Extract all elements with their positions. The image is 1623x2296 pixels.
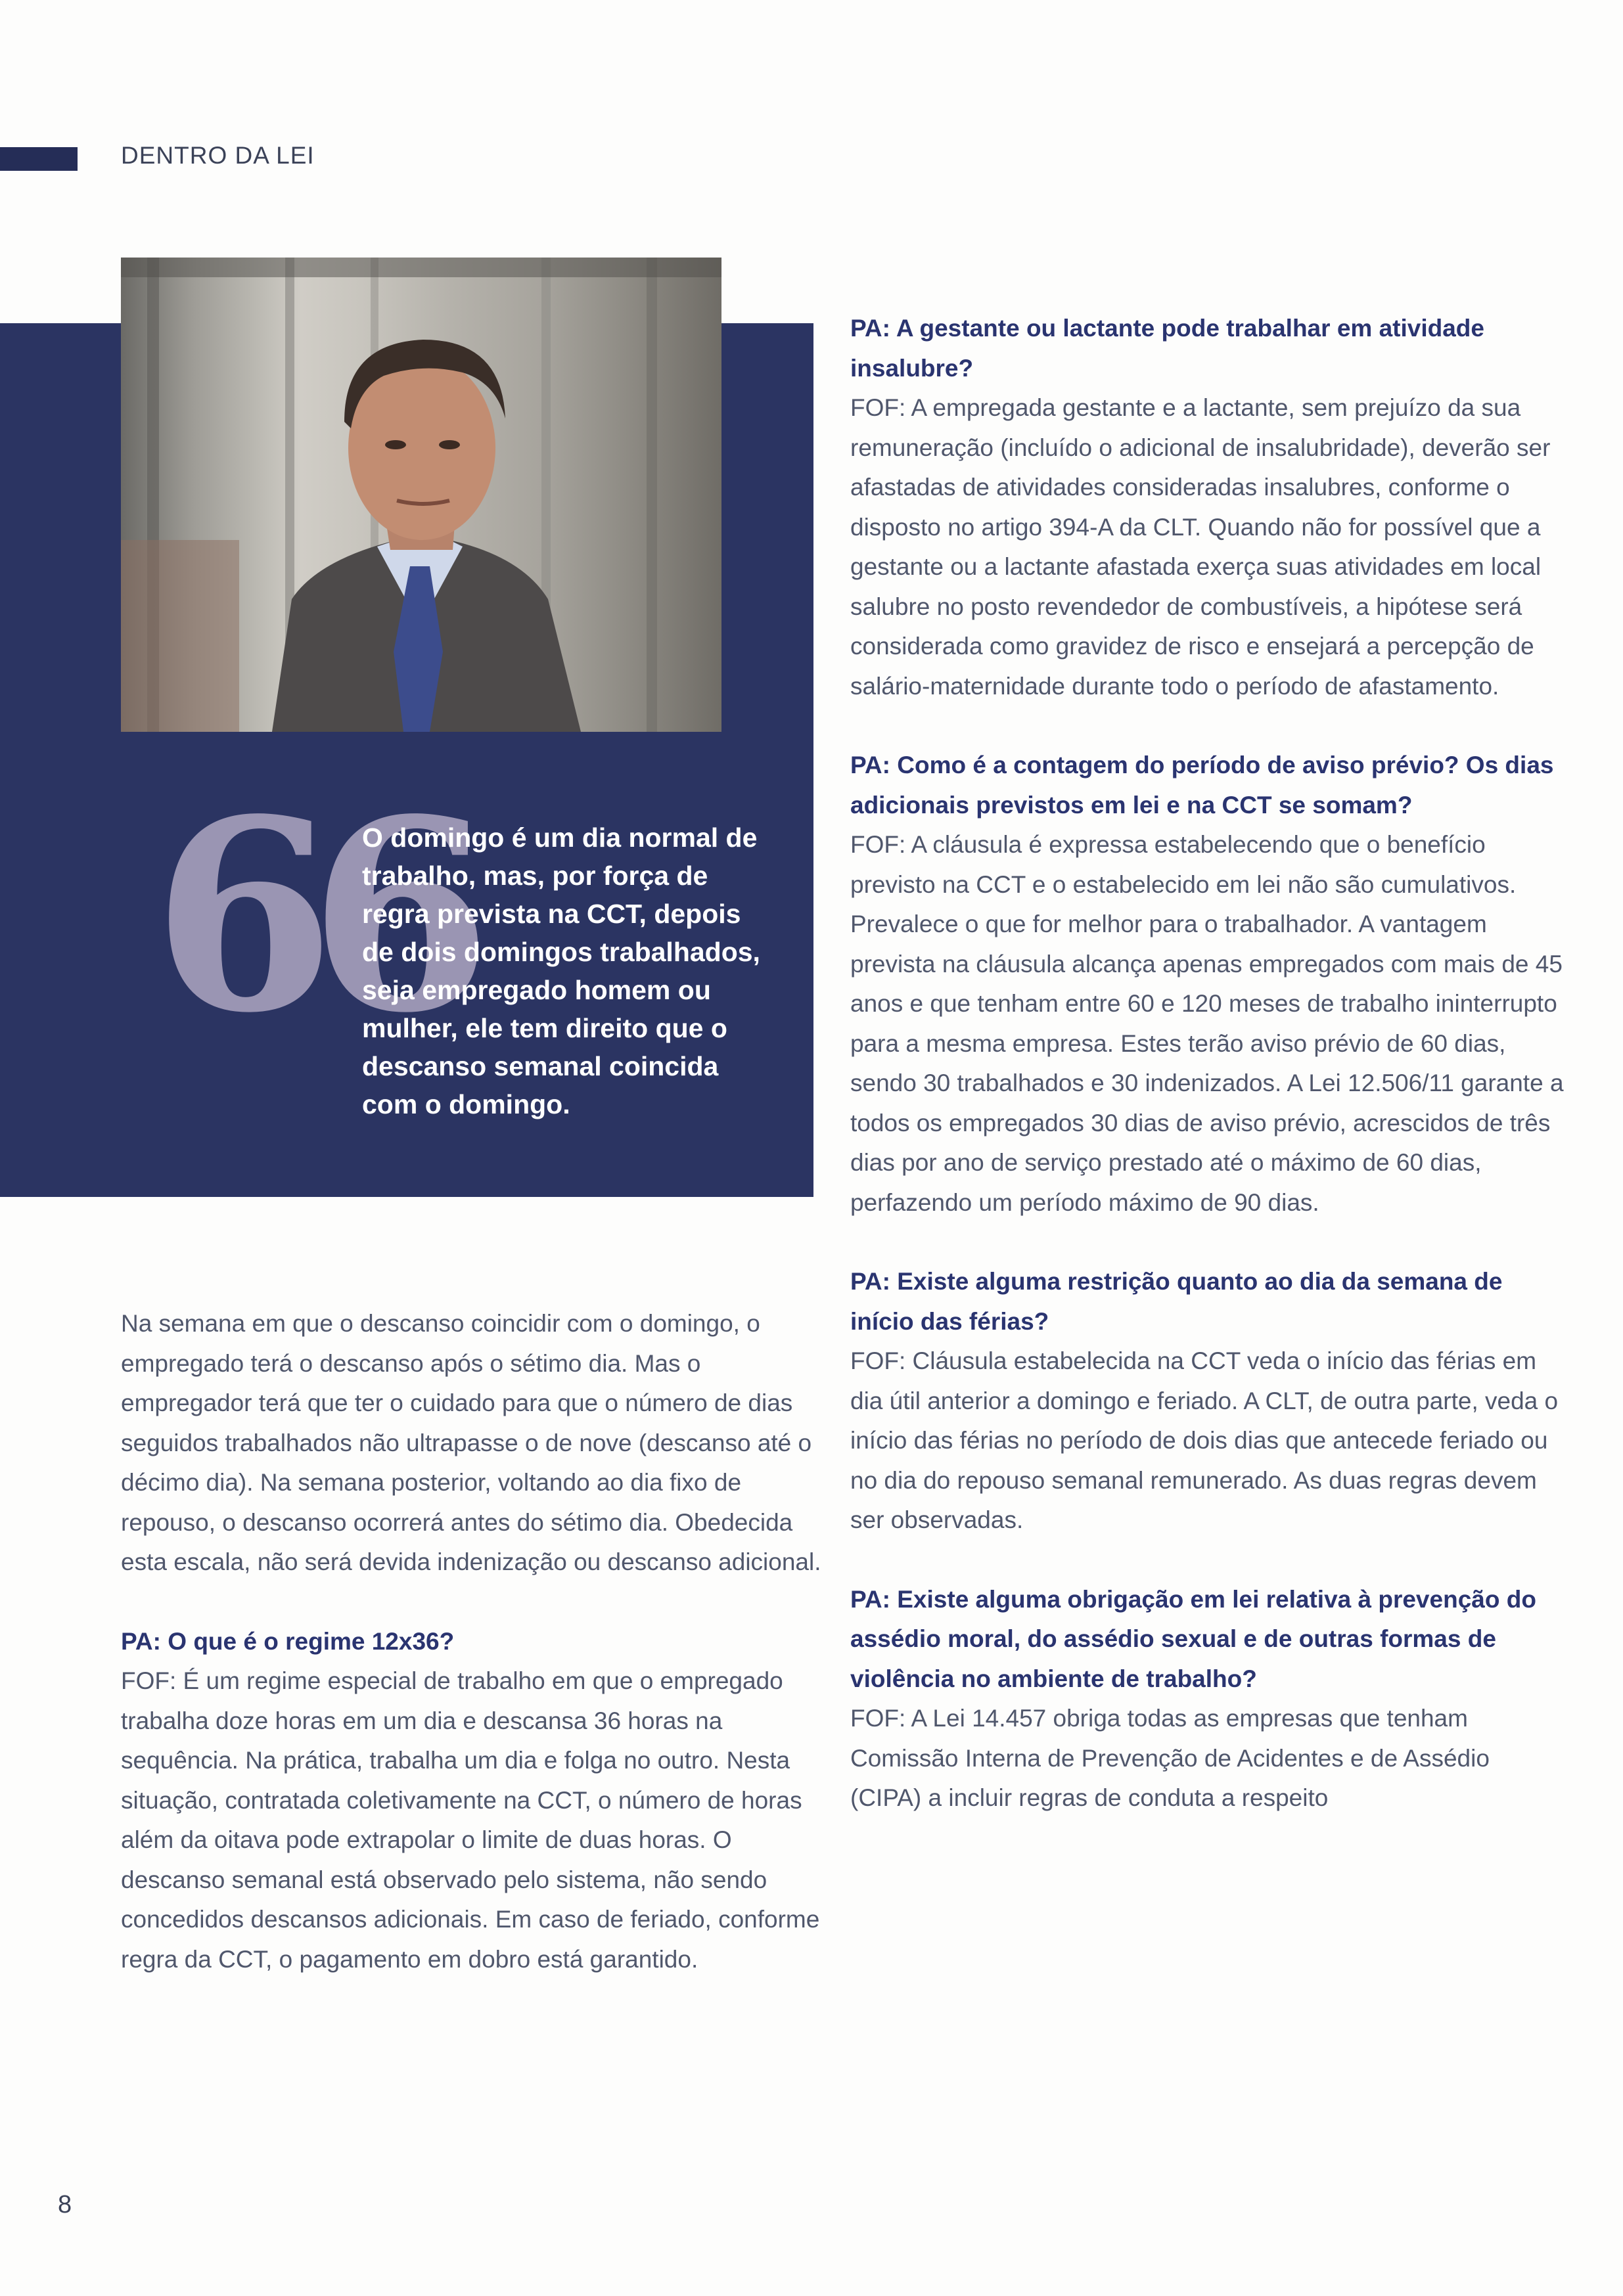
question-heading: PA: A gestante ou lactante pode trabalhar em atividade insalubre? <box>850 315 1484 382</box>
question-heading: PA: Como é a contagem do período de aviso prévio? Os dias adicionais previstos em lei e na CCT se somam? <box>850 752 1554 819</box>
intro-paragraph: Na semana em que o descanso coincidir com o domingo, o empregado terá o descanso após o sétimo dia. Mas o empregador terá que ter o cuidado para que o número de dias seguidos trabalhados não ultrapasse o de nove (descanso até o décimo dia). Na semana posterior, voltando ao dia fixo de repouso, o descanso ocorrerá antes do sétimo dia. Obedecida esta escala, não será devida indenização ou descanso adicional. <box>121 1310 821 1575</box>
answer-paragraph: FOF: A cláusula é expressa estabelecendo que o benefício previsto na CCT e o estabelecido em lei não são cumulativos. Prevalece o que for melhor para o trabalhador. A vantagem prevista na cláusula alcança apenas empregados com mais de 45 anos e que tenham entre 60 e 120 meses de trabalho ininterrupto para a mesma empresa. Estes terão aviso prévio de 60 dias, sendo 30 trabalhados e 30 indenizados. A Lei 12.506/11 garante a todos os empregados 30 dias de aviso prévio, acrescidos de três dias por ano de serviço prestado até o máximo de 60 dias, perfazendo um período máximo de 90 dias. <box>850 831 1564 1216</box>
answer-paragraph: FOF: Cláusula estabelecida na CCT veda o início das férias em dia útil anterior a domingo e feriado. A CLT, de outra parte, veda o início das férias no período de dois dias que antecede feriado ou no dia do repouso semanal remunerado. As duas regras devem ser observadas. <box>850 1347 1559 1533</box>
pullquote-text: O domingo é um dia normal de trabalho, mas, por força de regra prevista na CCT, depois de dois domingos trabalhados, seja empregado homem ou mulher, ele tem direito que o descanso semanal coincida com o domingo. <box>362 822 760 1119</box>
question-heading: PA: Existe alguma restrição quanto ao dia da semana de início das férias? <box>850 1268 1503 1335</box>
question-heading: PA: O que é o regime 12x36? <box>121 1627 455 1655</box>
page-number: 8 <box>58 2191 72 2218</box>
answer-paragraph: FOF: É um regime especial de trabalho em que o empregado trabalha doze horas em um dia e descansa 36 horas na sequência. Na prática, trabalha um dia e folga no outro. Nesta situação, contratada coletivamente na CCT, o número de horas além da oitava pode extrapolar o limite de duas horas. O descanso semanal está observado pelo sistema, não sendo concedidos descansos adicionais. Em caso de feriado, conforme regra da CCT, o pagamento em dobro está garantido. <box>121 1667 820 1973</box>
question-heading: PA: Existe alguma obrigação em lei relativa à prevenção do assédio moral, do assédio sexual e de outras formas de violência no ambiente de trabalho? <box>850 1585 1536 1692</box>
quote-mark-icon: 66 <box>152 762 466 1071</box>
answer-paragraph: FOF: A empregada gestante e a lactante, sem prejuízo da sua remuneração (incluído o adicional de insalubridade), deverão ser afastadas de atividades consideradas insalubres, conforme o disposto no artigo 394-A da CLT. Quando não for possível que a gestante ou a lactante afastada exerça suas atividades em local salubre no posto revendedor de combustíveis, a hipótese será considerada como gravidez de risco e ensejará a percepção de salário-maternidade durante todo o período de afastamento. <box>850 394 1551 700</box>
right-column <box>850 309 1566 1818</box>
answer-paragraph: FOF: A Lei 14.457 obriga todas as empresas que tenham Comissão Interna de Prevenção de Acidentes e de Assédio (CIPA) a incluir regras de conduta a respeito <box>850 1705 1490 1811</box>
portrait-photo <box>121 258 721 732</box>
section-bar <box>0 147 78 171</box>
left-column <box>121 1304 831 1979</box>
section-title: DENTRO DA LEI <box>121 142 315 169</box>
